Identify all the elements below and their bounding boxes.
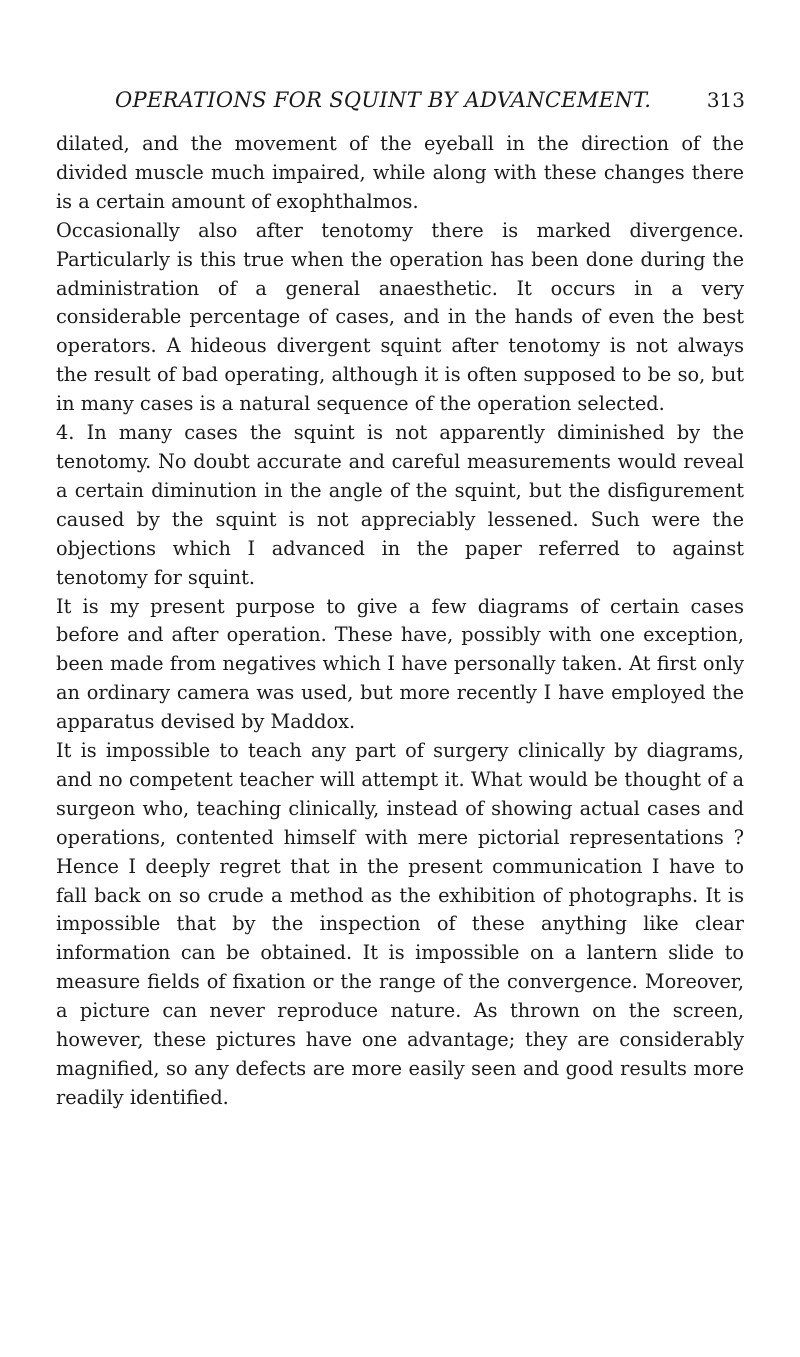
paragraph-divergence: Occasionally also after tenotomy there is marked divergence. Particularly is this true when the operation has been done during the administration of a general anaesthetic. It occurs in a very considerable percentage of cases, and in the hands of even the best operators. A hideous divergent squint after tenotomy is not always the result of bad operating, although it is often supposed to be so, but in many cases is a natural sequence of the operation selected. — [56, 218, 744, 416]
page-number: 313 — [706, 88, 745, 112]
paragraph-purpose: It is my present purpose to give a few diagrams of certain cases before and after operation. These have, possibly with one exception, been made from negatives which I have personally taken. At first only an ordinary camera was used, but more recently I have employed the apparatus devised by Maddox. — [56, 594, 744, 734]
page-header — [115, 88, 745, 122]
paragraph-continuation: dilated, and the movement of the eyeball in the direction of the divided muscle much impaired, while along with these changes there is a certain amount of exophthalmos. — [56, 132, 744, 213]
running-title: OPERATIONS FOR SQUINT BY ADVANCEMENT. — [115, 88, 652, 112]
paragraph-teaching: It is impossible to teach any part of surgery clinically by diagrams, and no competent teacher will attempt it. What would be thought of a surgeon who, teaching clinically, instead of showing actual cases and operations, contented himself with mere pictorial representations ? Hence I deeply regret that in the present communication I have to fall back on so crude a method as the exhibition of photographs. It is impossible that by the inspection of these anything like clear information can be obtained. It is impossible on a lantern slide to measure fields of fixation or the range of the convergence. Moreover, a picture can never reproduce nature. As thrown on the screen, however, these pictures have one advantage; they are considerably magnified, so any defects are more easily seen and good results more readily identified. — [56, 739, 744, 1109]
paragraph-point-four: 4. In many cases the squint is not apparently diminished by the tenotomy. No doubt accurate and careful measurements would reveal a certain diminution in the angle of the squint, but the disfigurement caused by the squint is not appreciably lessened. Such were the objections which I advanced in the paper referred to against tenotomy for squint. — [56, 421, 744, 589]
body-text — [56, 130, 744, 1113]
